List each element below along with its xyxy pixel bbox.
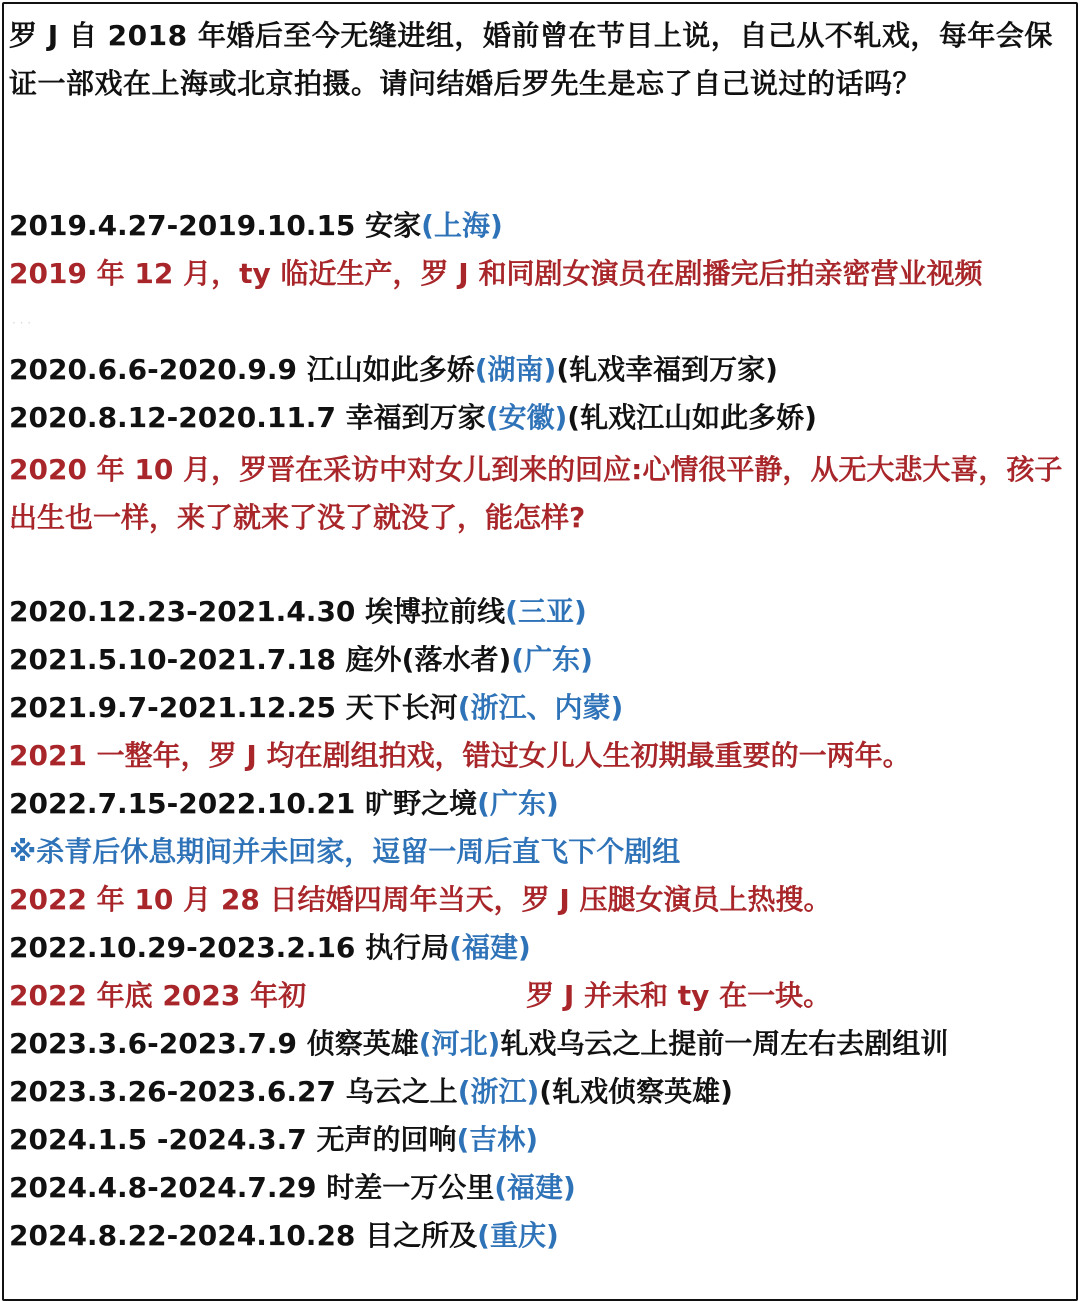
entry-title: 执行局 (365, 931, 450, 964)
entry-location: (广东) (511, 643, 593, 676)
list-item (9, 348, 778, 392)
red-note (9, 974, 831, 1018)
list-item (9, 590, 587, 634)
entry-title: 庭外(落水者) (345, 643, 512, 676)
entry-location: (重庆) (477, 1219, 559, 1252)
entry-location: (吉林) (456, 1123, 539, 1156)
red-note: 2021 一整年，罗 J 均在剧组拍戏，错过女儿人生初期最重要的一两年。 (9, 739, 911, 772)
entry-title: 乌云之上 (345, 1075, 458, 1108)
list-item (9, 1118, 538, 1162)
entry-date: 2023.3.6-2023.7.9 (9, 1027, 307, 1060)
entry-title: 无声的回响 (316, 1123, 457, 1156)
entry-location: (浙江、内蒙) (457, 691, 624, 724)
entry-location: (湖南) (474, 353, 557, 386)
list-item (9, 1166, 576, 1210)
entry-date: 2020.8.12-2020.11.7 (9, 401, 346, 434)
entry-title: 时差一万公里 (326, 1171, 495, 1204)
entry-note: (轧戏幸福到万家) (556, 353, 778, 386)
list-item (9, 638, 593, 682)
blue-note: ※杀青后休息期间并未回家，逗留一周后直飞下个剧组 (9, 835, 681, 868)
entry-location: (上海) (421, 209, 503, 242)
entry-date: 2021.9.7-2021.12.25 (9, 691, 346, 724)
entry-location: (广东) (477, 787, 559, 820)
entry-date: 2024.1.5 -2024.3.7 (9, 1123, 317, 1156)
entry-location: (浙江) (457, 1075, 540, 1108)
list-item (9, 926, 531, 970)
entry-date: 2024.4.8-2024.7.29 (9, 1171, 327, 1204)
entry-note: (轧戏侦察英雄) (539, 1075, 733, 1108)
red-note: 2022 年 10 月 28 日结婚四周年当天，罗 J 压腿女演员上热搜。 (9, 883, 832, 916)
entry-date: 2020.12.23-2021.4.30 (9, 595, 366, 628)
entry-date: 2023.3.26-2023.6.27 (9, 1075, 346, 1108)
entry-date: 2019.4.27-2019.10.15 (9, 209, 366, 242)
entry-title: 天下长河 (345, 691, 458, 724)
entry-location: (河北) (418, 1027, 501, 1060)
entry-title: 旷野之境 (365, 787, 478, 820)
intro-paragraph: 罗 J 自 2018 年婚后至今无缝进组，婚前曾在节目上说，自己从不轧戏，每年会保证一部戏在上海或北京拍摄。请问结婚后罗先生是忘了自己说过的话吗？ (9, 19, 1053, 100)
entry-title: 安家 (365, 209, 422, 242)
entry-note: 轧戏乌云之上提前一周左右去剧组训 (500, 1027, 949, 1060)
entry-note: (轧戏江山如此多娇) (567, 401, 817, 434)
entry-location: (安徽) (485, 401, 568, 434)
entry-title: 江山如此多娇 (306, 353, 475, 386)
red-note: 2019 年 12 月，ty 临近生产，罗 J 和同剧女演员在剧播完后拍亲密营业视频 (9, 257, 983, 290)
entry-date: 2022.10.29-2023.2.16 (9, 931, 366, 964)
faint-artifact: · · · (12, 318, 32, 328)
red-note-end: 罗 J 并未和 ty 在一块。 (526, 979, 832, 1012)
entry-location: (福建) (449, 931, 531, 964)
red-note: 2020 年 10 月，罗晋在采访中对女儿到来的回应:心情很平静，从无大悲大喜，孩子出生也一样，来了就来了没了就没了，能怎样? (9, 453, 1063, 534)
red-note-start: 2022 年底 2023 年初 (9, 979, 307, 1012)
list-item (9, 782, 559, 826)
list-item (9, 1070, 733, 1114)
list-item (9, 1022, 948, 1066)
entry-location: (福建) (494, 1171, 576, 1204)
list-item (9, 1214, 559, 1258)
list-item (9, 204, 503, 248)
list-item (9, 396, 817, 440)
entry-date: 2021.5.10-2021.7.18 (9, 643, 346, 676)
entry-location: (三亚) (505, 595, 587, 628)
entry-title: 侦察英雄 (306, 1027, 419, 1060)
list-item (9, 686, 623, 730)
entry-title: 幸福到万家 (345, 401, 486, 434)
entry-date: 2020.6.6-2020.9.9 (9, 353, 307, 386)
entry-date: 2022.7.15-2022.10.21 (9, 787, 366, 820)
entry-date: 2024.8.22-2024.10.28 (9, 1219, 366, 1252)
entry-title: 埃博拉前线 (365, 595, 506, 628)
entry-title: 目之所及 (365, 1219, 478, 1252)
